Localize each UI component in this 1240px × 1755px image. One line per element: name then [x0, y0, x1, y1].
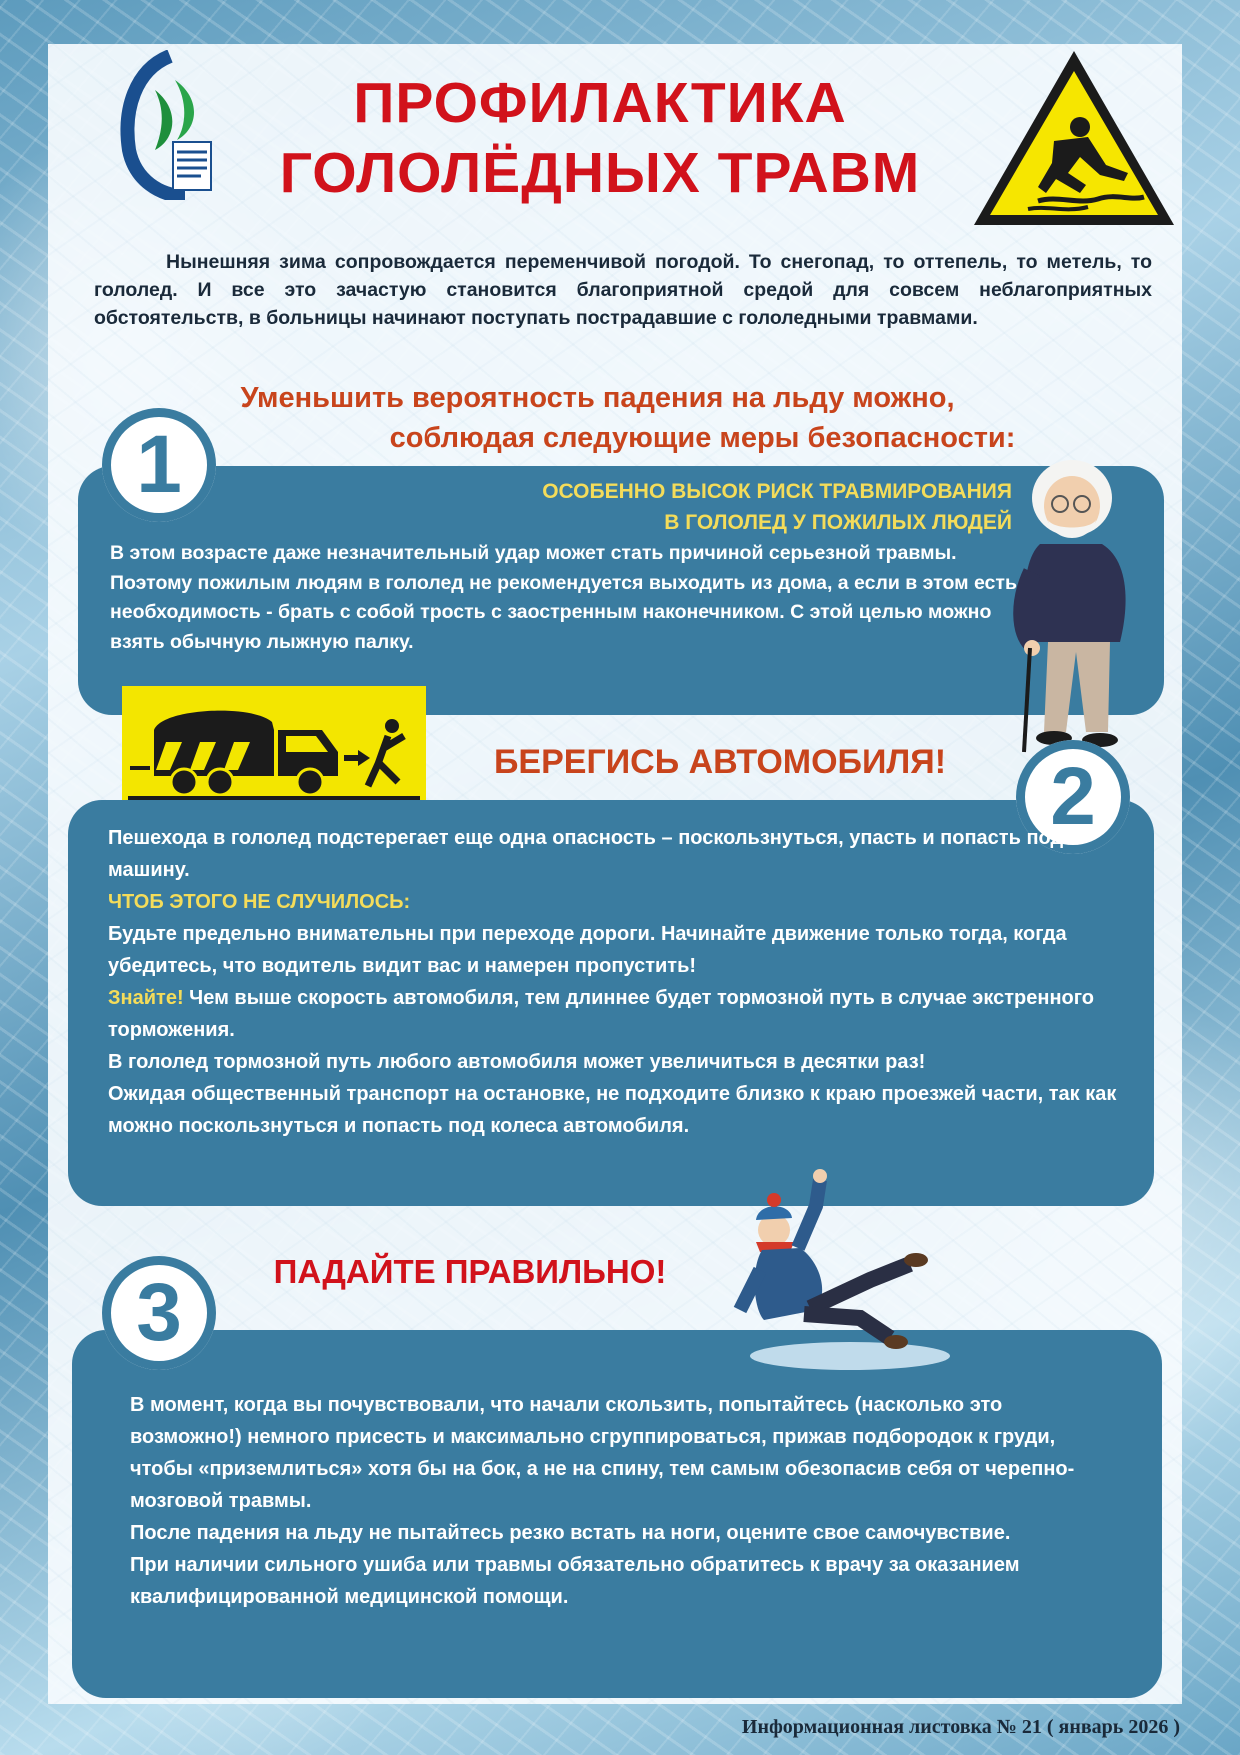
section-2-number: 2 — [1016, 740, 1130, 854]
section-2-paragraph-2: Будьте предельно внимательны при переходе дороги. Начинайте движение только тогда, когда убедитесь, что водитель видит вас и намерен пропустить! — [108, 923, 1067, 977]
section-3-paragraph-1: В момент, когда вы почувствовали, что начали скользить, попытайтесь (насколько это возможно!) немного присесть и максимально сгруппироваться, прижав подбородок к груди, чтобы «приземлиться» хотя бы на бок, а не на спину, тем самым обезопасив себя от черепно-мозговой травмы. — [130, 1394, 1075, 1512]
section-1-body: В этом возрасте даже незначительный удар может стать причиной серьезной травмы. Поэтому пожилым людям в гололед не рекомендуется выходить из дома, а если в этом есть необходимость - брать с собой трость с заостренным наконечником. С этой целью можно взять обычную лыжную палку. — [110, 542, 1017, 653]
lead-line-1: Уменьшить вероятность падения на льду можно, — [240, 382, 955, 414]
dump-truck-icon — [122, 686, 426, 812]
intro-paragraph: Нынешняя зима сопровождается переменчивой погодой. То снегопад, то оттепель, то метель, то гололед. И все это зачастую становится благоприятной средой для совсем неблагоприятных обстоятельств, в больницы начинают поступать пострадавшие с гололедными травмами. — [94, 251, 1152, 329]
title-line-2: ГОЛОЛЁДНЫХ ТРАВМ — [279, 141, 921, 205]
leaflet-footer: Информационная листовка № 21 ( январь 2026 ) — [741, 1716, 1180, 1738]
title-line-1: ПРОФИЛАКТИКА — [353, 71, 847, 135]
elderly-man-with-cane-icon — [1010, 452, 1160, 758]
section-2-paragraph-3 — [108, 982, 1138, 1046]
lead-line-2: соблюдая следующие меры безопасности: — [389, 422, 1016, 454]
section-3-body — [130, 1389, 1110, 1613]
section-2-title: БЕРЕГИСЬ АВТОМОБИЛЯ! — [493, 743, 947, 781]
know-label: Знайте! — [108, 987, 184, 1009]
section-1-heading-line-2: В ГОЛОЛЕД У ПОЖИЛЫХ ЛЮДЕЙ — [664, 511, 1012, 534]
page-title — [230, 68, 970, 208]
safety-measures-lead — [150, 378, 1045, 458]
section-2-body — [108, 822, 1138, 1142]
union-logo-icon — [115, 50, 225, 200]
section-1-heading-line-1: ОСОБЕННО ВЫСОК РИСК ТРАВМИРОВАНИЯ — [542, 480, 1012, 503]
falling-person-icon — [720, 1160, 950, 1370]
section-2-paragraph-3-text: Чем выше скорость автомобиля, тем длиннее будет тормозной путь в случае экстренного торможения. — [108, 987, 1095, 1041]
section-3-number: 3 — [102, 1256, 216, 1370]
section-3-title: ПАДАЙТЕ ПРАВИЛЬНО! — [273, 1253, 667, 1290]
section-2-paragraph-5: Ожидая общественный транспорт на остановке, не подходите близко к краю проезжей части, так как можно поскользнуться и попасть под колеса автомобиля. — [108, 1083, 1117, 1137]
section-3-paragraph-2: После падения на льду не пытайтесь резко встать на ноги, оцените свое самочувствие. — [130, 1522, 1011, 1544]
section-1-number: 1 — [102, 408, 216, 522]
truck-hits-pedestrian-sign — [122, 686, 426, 812]
section-3-paragraph-3: При наличии сильного ушиба или травмы обязательно обратитесь к врачу за оказанием квалифицированной медицинской помощи. — [130, 1554, 1020, 1608]
section-2-paragraph-4: В гололед тормозной путь любого автомобиля может увеличиться в десятки раз! — [108, 1051, 926, 1073]
slippery-floor-warning-icon — [968, 45, 1180, 231]
section-1-heading — [360, 476, 1012, 538]
section-2-paragraph-1: Пешехода в гололед подстерегает еще одна опасность – поскользнуться, упасть и попасть под машину. — [108, 827, 1064, 881]
section-2-subheading: ЧТОБ ЭТОГО НЕ СЛУЧИЛОСЬ: — [108, 891, 411, 913]
